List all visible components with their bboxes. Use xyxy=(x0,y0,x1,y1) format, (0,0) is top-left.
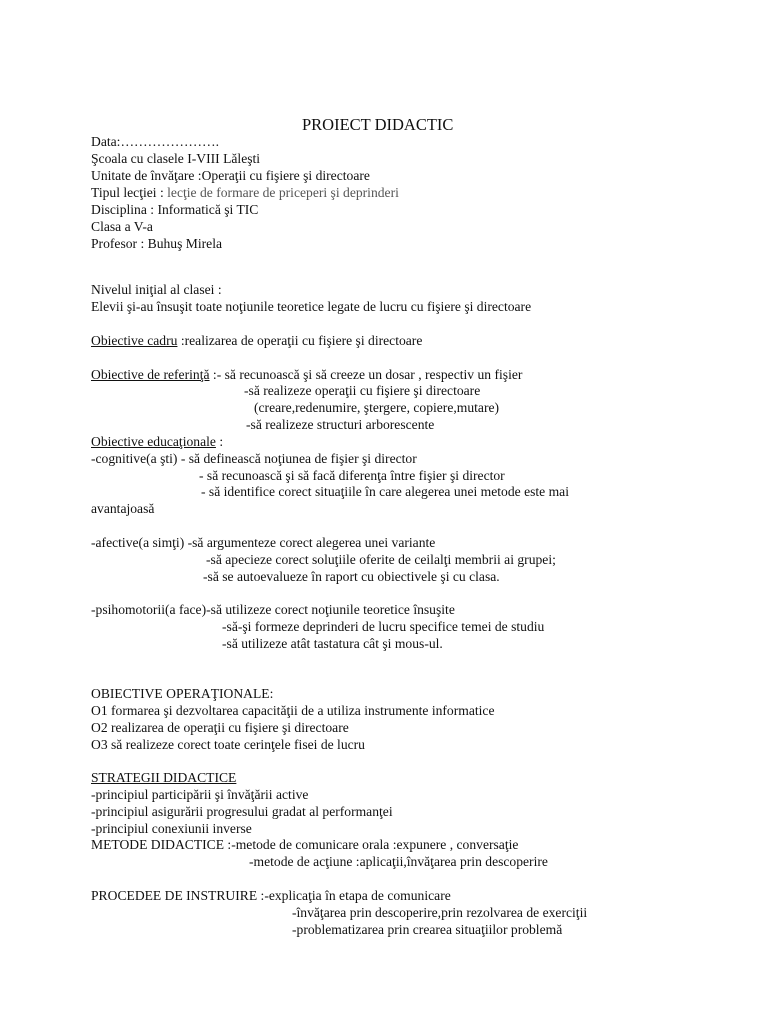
psihomotorii-item: -psihomotorii(a face)-să utilizeze corect noţiunile teoretice însuşite xyxy=(91,602,455,617)
scoala-line: Şcoala cu clasele I-VIII Lăleşti xyxy=(91,151,261,166)
cognitive-item: -cognitive(a şti) - să definească noţiunea de fişier şi director xyxy=(91,451,417,466)
obiective-referinta-item: -să realizeze structuri arborescente xyxy=(246,417,435,432)
obiective-educationale-line xyxy=(91,434,223,450)
obiectiv-operational-item: O1 formarea şi dezvoltarea capacităţii de a utiliza instrumente informatice xyxy=(91,703,495,718)
data-line: Data:…………………. xyxy=(91,134,219,149)
obiective-referinta-item: (creare,redenumire, ştergere, copiere,mutare) xyxy=(254,400,500,415)
obiectiv-operational-item: O2 realizarea de operaţii cu fişiere şi directoare xyxy=(91,720,349,735)
obiective-referinta-item: :- să recunoască şi să creeze un dosar , respectiv un fişier xyxy=(209,367,523,382)
procedee-line: PROCEDEE DE INSTRUIRE :-explicaţia în etapa de comunicare xyxy=(91,888,451,903)
obiective-educationale-label: Obiective educaţionale xyxy=(91,434,216,449)
cognitive-item: avantajoasă xyxy=(91,501,155,516)
tipul-line xyxy=(91,185,399,201)
strategii-heading: STRATEGII DIDACTICE xyxy=(91,770,237,785)
obiective-referinta-label: Obiective de referinţă xyxy=(91,367,210,382)
cognitive-item: - să recunoască şi să facă diferenţa între fişier şi director xyxy=(199,468,505,483)
metode-line: METODE DIDACTICE :-metode de comunicare orala :expunere , conversaţie xyxy=(91,837,519,852)
afective-item: -afective(a simţi) -să argumenteze corect alegerea unei variante xyxy=(91,535,436,550)
psihomotorii-item: -să utilizeze atât tastatura cât şi mous-ul. xyxy=(222,636,443,651)
obiective-cadru-line xyxy=(91,333,422,349)
profesor-line: Profesor : Buhuş Mirela xyxy=(91,236,223,251)
procedee-line: -învăţarea prin descoperire,prin rezolvarea de exerciţii xyxy=(292,905,588,920)
obiective-cadru-label: Obiective cadru xyxy=(91,333,178,348)
psihomotorii-item: -să-şi formeze deprinderi de lucru specifice temei de studiu xyxy=(222,619,545,634)
procedee-line: -problematizarea prin crearea situaţiilor problemă xyxy=(292,922,563,937)
tipul-label: Tipul lecţiei : xyxy=(91,185,168,200)
unitate-line: Unitate de învăţare :Operaţii cu fişiere şi directoare xyxy=(91,168,370,183)
document-title: PROIECT DIDACTIC xyxy=(302,115,454,134)
obiective-referinta-item: -să realizeze operaţii cu fişiere şi directoare xyxy=(244,383,481,398)
obiective-operationale-heading: OBIECTIVE OPERAŢIONALE: xyxy=(91,686,274,701)
nivel-text: Elevii şi-au însuşit toate noţiunile teoretice legate de lucru cu fişiere şi directoare xyxy=(91,299,532,314)
disciplina-line: Disciplina : Informatică şi TIC xyxy=(91,202,259,217)
obiective-educationale-suffix: : xyxy=(215,434,224,449)
obiective-cadru-text: :realizarea de operaţii cu fişiere şi directoare xyxy=(177,333,423,348)
metode-line: -metode de acţiune :aplicaţii,învăţarea prin descoperire xyxy=(249,854,548,869)
afective-item: -să apecieze corect soluţiile oferite de ceilalţi membrii ai grupei; xyxy=(206,552,556,567)
obiective-referinta-line xyxy=(91,367,522,383)
obiectiv-operational-item: O3 să realizeze corect toate cerinţele fisei de lucru xyxy=(91,737,365,752)
strategie-item: -principiul conexiunii inverse xyxy=(91,821,252,836)
strategie-item: -principiul participării şi învăţării active xyxy=(91,787,309,802)
tipul-value: lecţie de formare de priceperi şi deprinderi xyxy=(167,185,399,200)
strategie-item: -principiul asigurării progresului gradat al performanţei xyxy=(91,804,393,819)
afective-item: -să se autoevalueze în raport cu obiectivele şi cu clasa. xyxy=(203,569,500,584)
cognitive-item: - să identifice corect situaţiile în care alegerea unei metode este mai xyxy=(201,484,569,499)
nivel-label: Nivelul iniţial al clasei : xyxy=(91,282,222,297)
clasa-line: Clasa a V-a xyxy=(91,219,153,234)
